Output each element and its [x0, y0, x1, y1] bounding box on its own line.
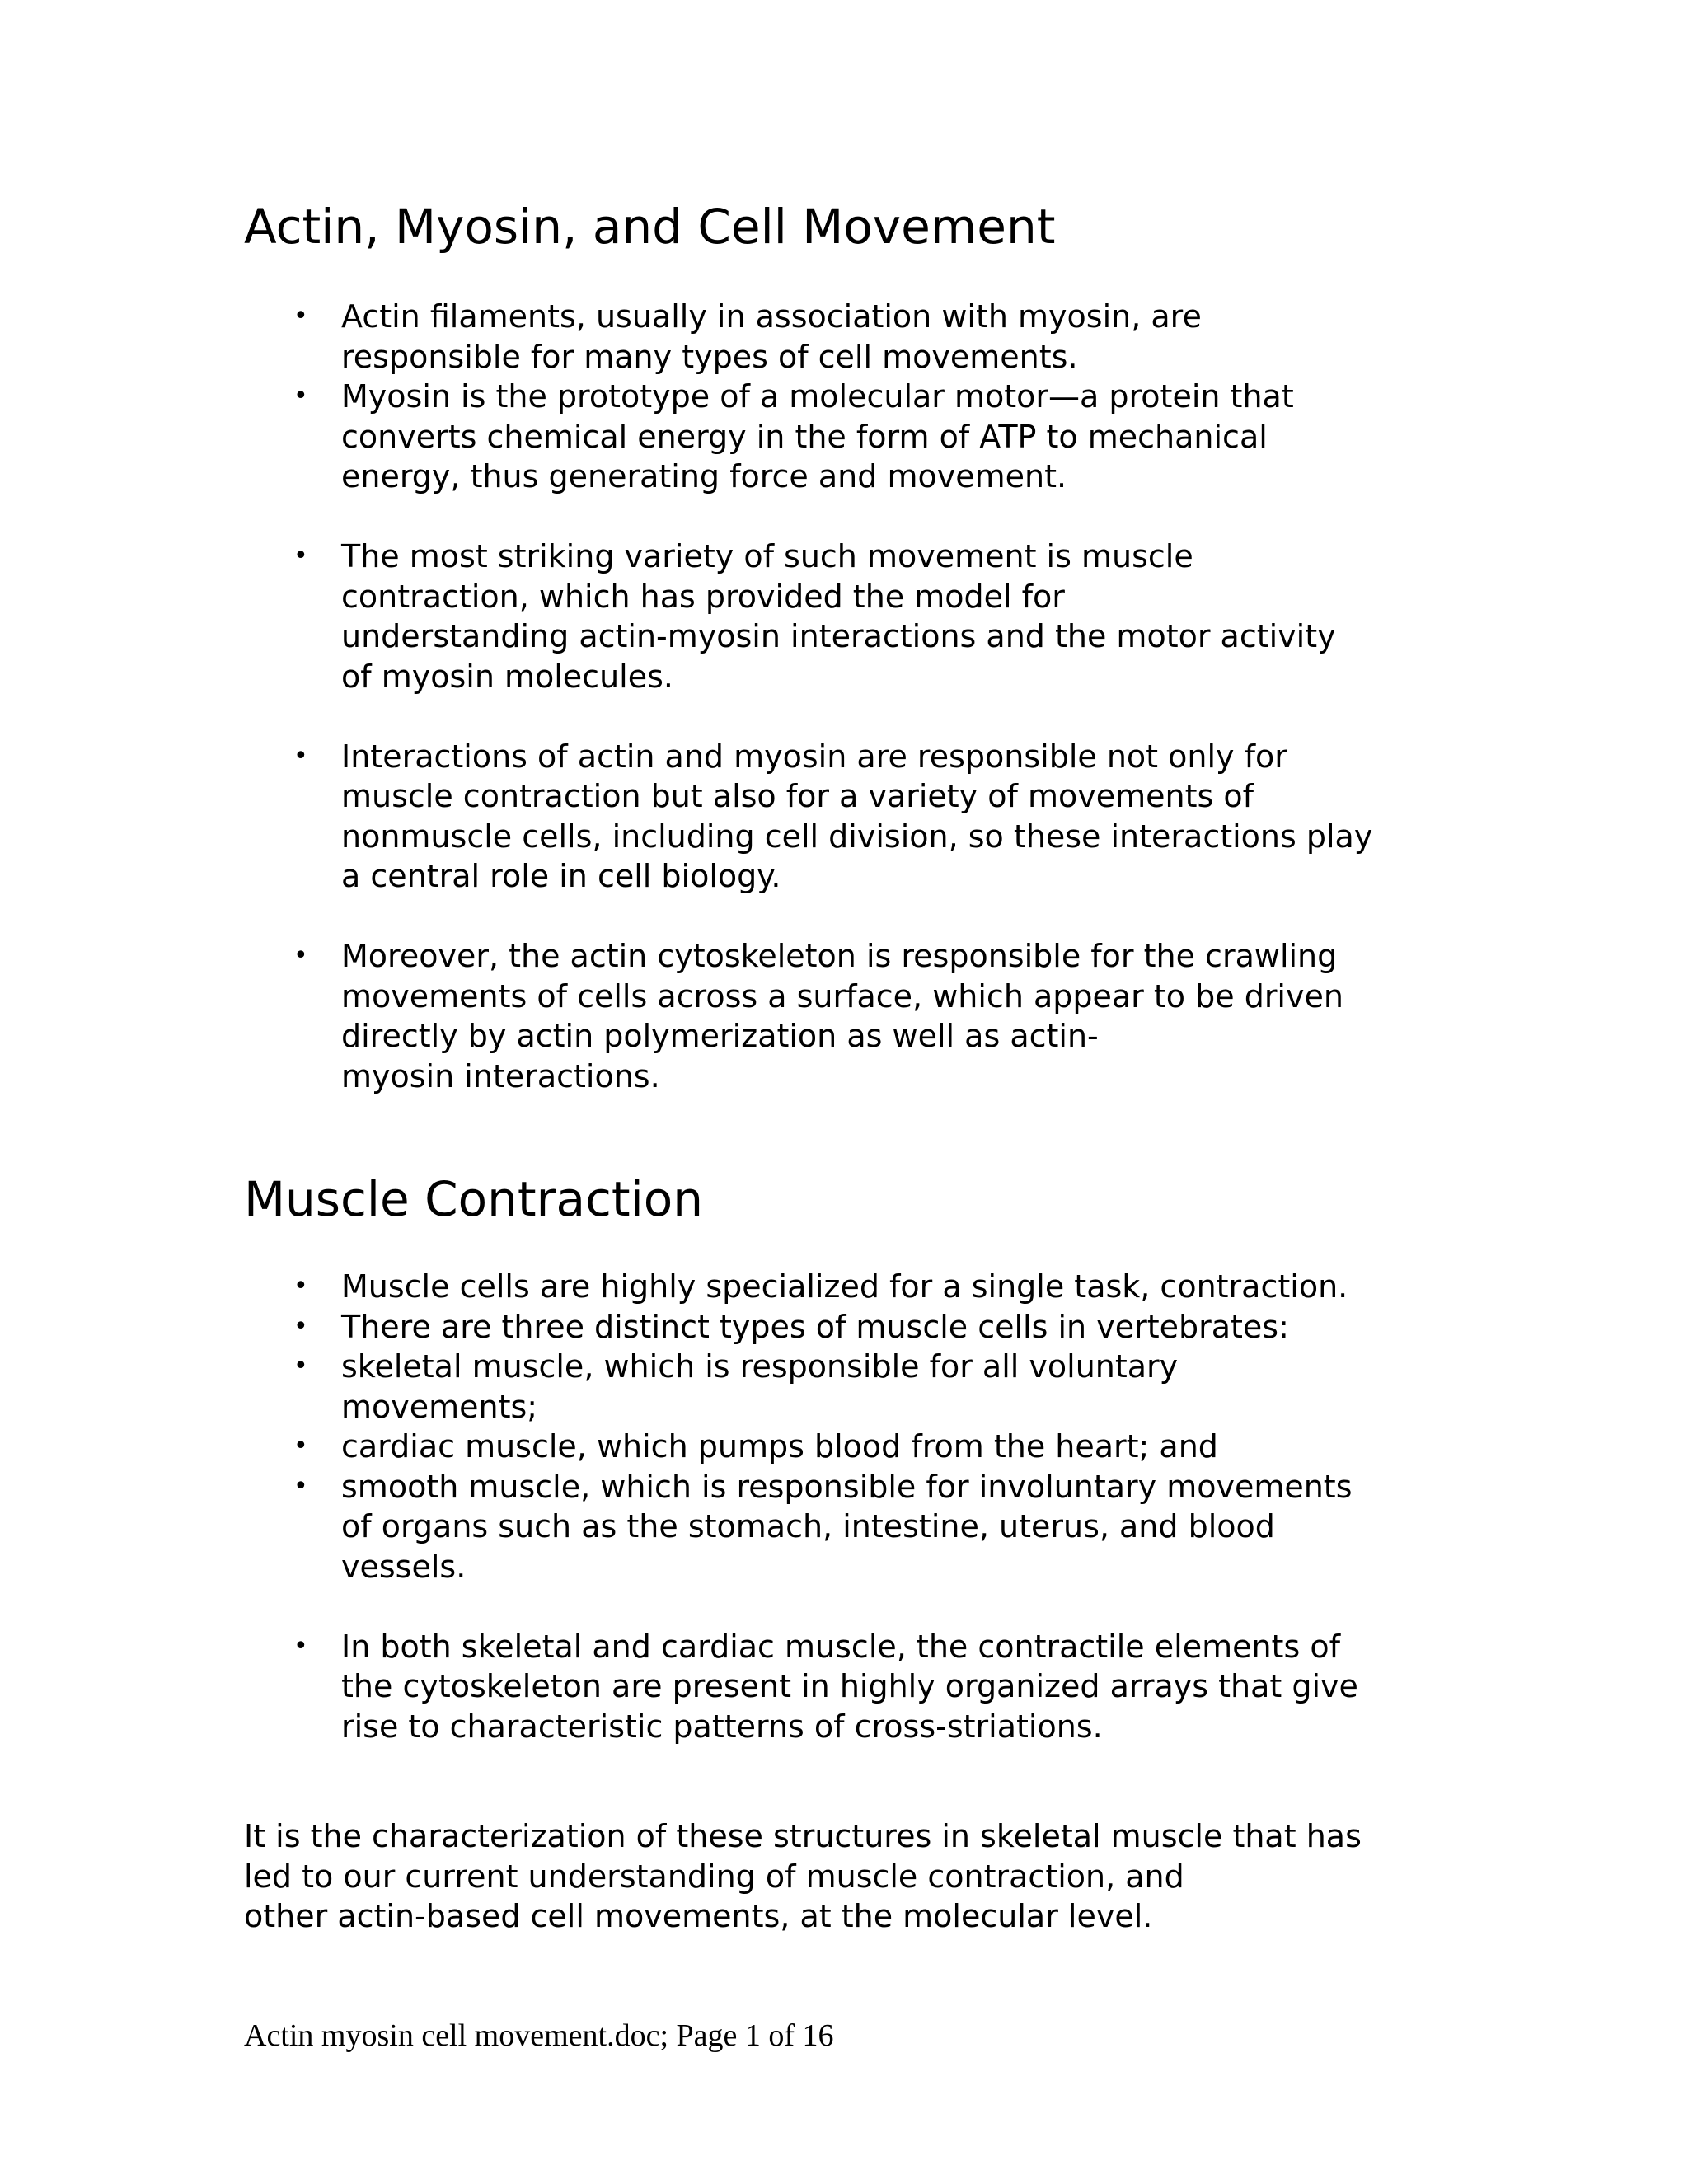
bullet-line: converts chemical energy in the form of ATP to mechanical	[341, 418, 1268, 455]
section1-bullet-list	[244, 297, 1447, 1096]
bullet-item	[244, 1467, 1447, 1587]
bullet-item	[244, 537, 1447, 696]
paragraph-line: It is the characterization of these structures in skeletal muscle that has	[244, 1818, 1362, 1854]
closing-paragraph	[244, 1816, 1362, 1937]
bullet-line: myosin interactions.	[341, 1057, 660, 1094]
bullet-line: cardiac muscle, which pumps blood from the heart; and	[341, 1428, 1218, 1465]
bullet-line: vessels.	[341, 1548, 467, 1585]
bullet-item	[244, 737, 1447, 897]
bullet-item	[244, 377, 1447, 497]
section2-bullet-list	[244, 1267, 1447, 1746]
bullet-item	[244, 1267, 1447, 1307]
bullet-line: nonmuscle cells, including cell division, so these interactions play	[341, 818, 1373, 855]
bullet-item	[244, 1307, 1447, 1347]
bullet-icon: •	[293, 1631, 308, 1661]
bullet-line: There are three distinct types of muscle cells in vertebrates:	[341, 1308, 1289, 1345]
paragraph-line: led to our current understanding of muscle contraction, and	[244, 1858, 1184, 1895]
bullet-icon: •	[293, 941, 308, 970]
bullet-icon: •	[293, 541, 308, 570]
section-title-actin-myosin: Actin, Myosin, and Cell Movement	[244, 199, 1056, 255]
bullet-line: rise to characteristic patterns of cross-striations.	[341, 1708, 1103, 1745]
bullet-line: The most striking variety of such movement is muscle	[341, 538, 1193, 574]
bullet-line: Moreover, the actin cytoskeleton is responsible for the crawling	[341, 938, 1338, 974]
bullet-line: of organs such as the stomach, intestine, uterus, and blood	[341, 1508, 1275, 1544]
bullet-line: Interactions of actin and myosin are responsible not only for	[341, 738, 1287, 775]
bullet-line: Muscle cells are highly specialized for a single task, contraction.	[341, 1268, 1348, 1305]
bullet-item	[244, 1627, 1447, 1747]
bullet-icon: •	[293, 1471, 308, 1501]
page-footer: Actin myosin cell movement.doc; Page 1 of 16	[244, 2018, 834, 2053]
bullet-line: muscle contraction but also for a variety of movements of	[341, 778, 1254, 814]
bullet-icon: •	[293, 741, 308, 771]
bullet-icon: •	[293, 1352, 308, 1380]
bullet-icon: •	[293, 1272, 308, 1301]
bullet-line: smooth muscle, which is responsible for involuntary movements	[341, 1468, 1353, 1505]
bullet-icon: •	[293, 302, 308, 330]
bullet-line: In both skeletal and cardiac muscle, the contractile elements of	[341, 1628, 1340, 1665]
bullet-line: Myosin is the prototype of a molecular motor—a protein that	[341, 378, 1294, 415]
bullet-icon: •	[293, 1311, 308, 1341]
bullet-icon: •	[293, 1432, 308, 1460]
bullet-line: movements of cells across a surface, which appear to be driven	[341, 977, 1343, 1015]
bullet-item	[244, 1427, 1447, 1467]
bullet-item	[244, 936, 1447, 1096]
bullet-line: directly by actin polymerization as well as actin-	[341, 1018, 1099, 1054]
section-title-muscle-contraction: Muscle Contraction	[244, 1171, 704, 1227]
bullet-line: understanding actin-myosin interactions and the motor activity	[341, 618, 1336, 654]
bullet-item	[244, 297, 1447, 377]
paragraph-line: other actin-based cell movements, at the molecular level.	[244, 1898, 1153, 1934]
bullet-item	[244, 1347, 1447, 1427]
bullet-line: a central role in cell biology.	[341, 858, 781, 894]
bullet-line: responsible for many types of cell movements.	[341, 338, 1078, 375]
bullet-icon: •	[293, 382, 308, 410]
bullet-line: movements;	[341, 1388, 538, 1425]
bullet-line: Actin filaments, usually in association with myosin, are	[341, 298, 1202, 335]
bullet-line: skeletal muscle, which is responsible for all voluntary	[341, 1348, 1179, 1385]
bullet-line: of myosin molecules.	[341, 658, 673, 695]
bullet-line: the cytoskeleton are present in highly organized arrays that give	[341, 1668, 1358, 1704]
bullet-line: contraction, which has provided the model for	[341, 578, 1065, 615]
bullet-line: energy, thus generating force and movement.	[341, 458, 1067, 494]
